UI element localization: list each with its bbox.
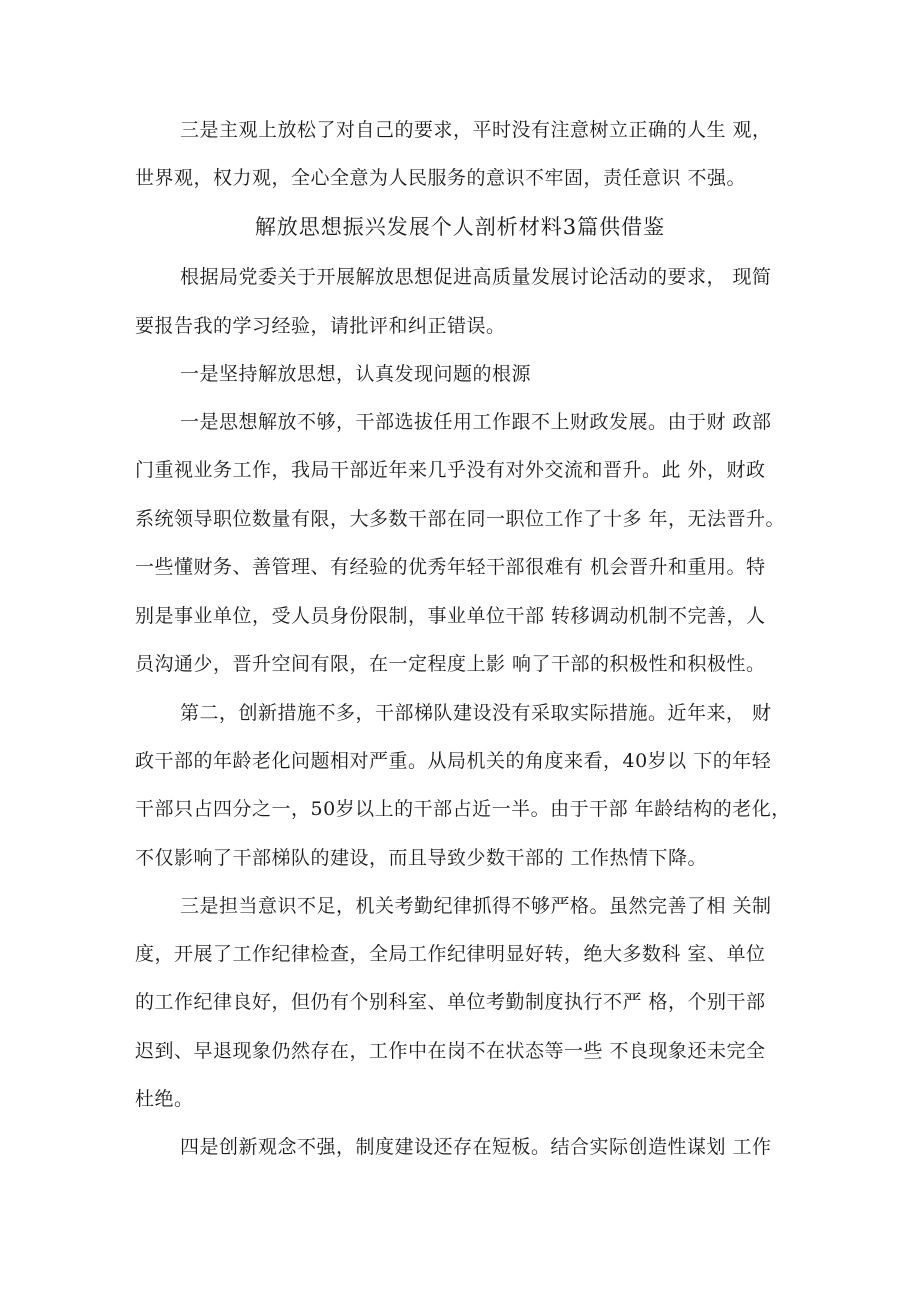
paragraph-3-line-1: 第二，创新措施不多，干部梯队建设没有采取实际措施。近年来， 财	[180, 702, 772, 724]
intro-line-1: 三是主观上放松了对自己的要求，平时没有注意树立正确的人生 观，	[180, 119, 772, 141]
paragraph-4-line-4: 迟到、早退现象仍然存在，工作中在岗不在状态等一些 不良现象还未完全	[135, 1040, 766, 1062]
paragraph-2-line-3: 系统领导职位数量有限，大多数干部在同一职位工作了十多 年，无法晋升。	[135, 508, 786, 530]
paragraph-3-line-3: 干部只占四分之一，50岁以上的干部占近一半。由于干部 年龄结构的老化，	[135, 798, 791, 820]
paragraph-2-line-1: 一是思想解放不够，干部选拔任用工作跟不上财政发展。由于财 政部	[180, 411, 772, 433]
paragraph-4-line-3: 的工作纪律良好，但仍有个别科室、单位考勤制度执行不严 格，个别干部	[135, 991, 766, 1013]
section-heading: 一是坚持解放思想，认真发现问题的根源	[180, 363, 532, 385]
paragraph-3-line-4: 不仅影响了干部梯队的建设，而且导致少数干部的 工作热情下降。	[135, 847, 708, 869]
paragraph-2-line-5: 别是事业单位，受人员身份限制，事业单位干部 转移调动机制不完善，人	[135, 605, 766, 627]
paragraph-1-line-1: 根据局党委关于开展解放思想促进高质量发展讨论活动的要求， 现简	[180, 266, 772, 288]
paragraph-4-line-5: 杜绝。	[135, 1088, 194, 1110]
document-title: 解放思想振兴发展个人剖析材料3篇供借鉴	[254, 215, 666, 239]
paragraph-5-line-1: 四是创新观念不强，制度建设还存在短板。结合实际创造性谋划 工作	[180, 1136, 772, 1158]
intro-line-2: 世界观，权力观，全心全意为人民服务的意识不牢固，责任意识 不强。	[135, 167, 747, 189]
paragraph-2-line-2: 门重视业务工作，我局干部近年来几乎没有对外交流和晋升。此 外，财政	[135, 459, 766, 481]
paragraph-2-line-6: 员沟通少，晋升空间有限，在一定程度上影 响了干部的积极性和积极性。	[135, 653, 766, 675]
paragraph-4-line-1: 三是担当意识不足，机关考勤纪律抓得不够严格。虽然完善了相 关制	[180, 895, 772, 917]
paragraph-2-line-4: 一些懂财务、善管理、有经验的优秀年轻干部很难有 机会晋升和重用。特	[135, 556, 766, 578]
paragraph-3-line-2: 政干部的年龄老化问题相对严重。从局机关的角度来看，40岁以 下的年轻	[135, 750, 772, 772]
paragraph-4-line-2: 度，开展了工作纪律检查，全局工作纪律明显好转，绝大多数科 室、单位	[135, 943, 766, 965]
paragraph-1-line-2: 要报告我的学习经验，请批评和纠正错误。	[135, 315, 506, 337]
